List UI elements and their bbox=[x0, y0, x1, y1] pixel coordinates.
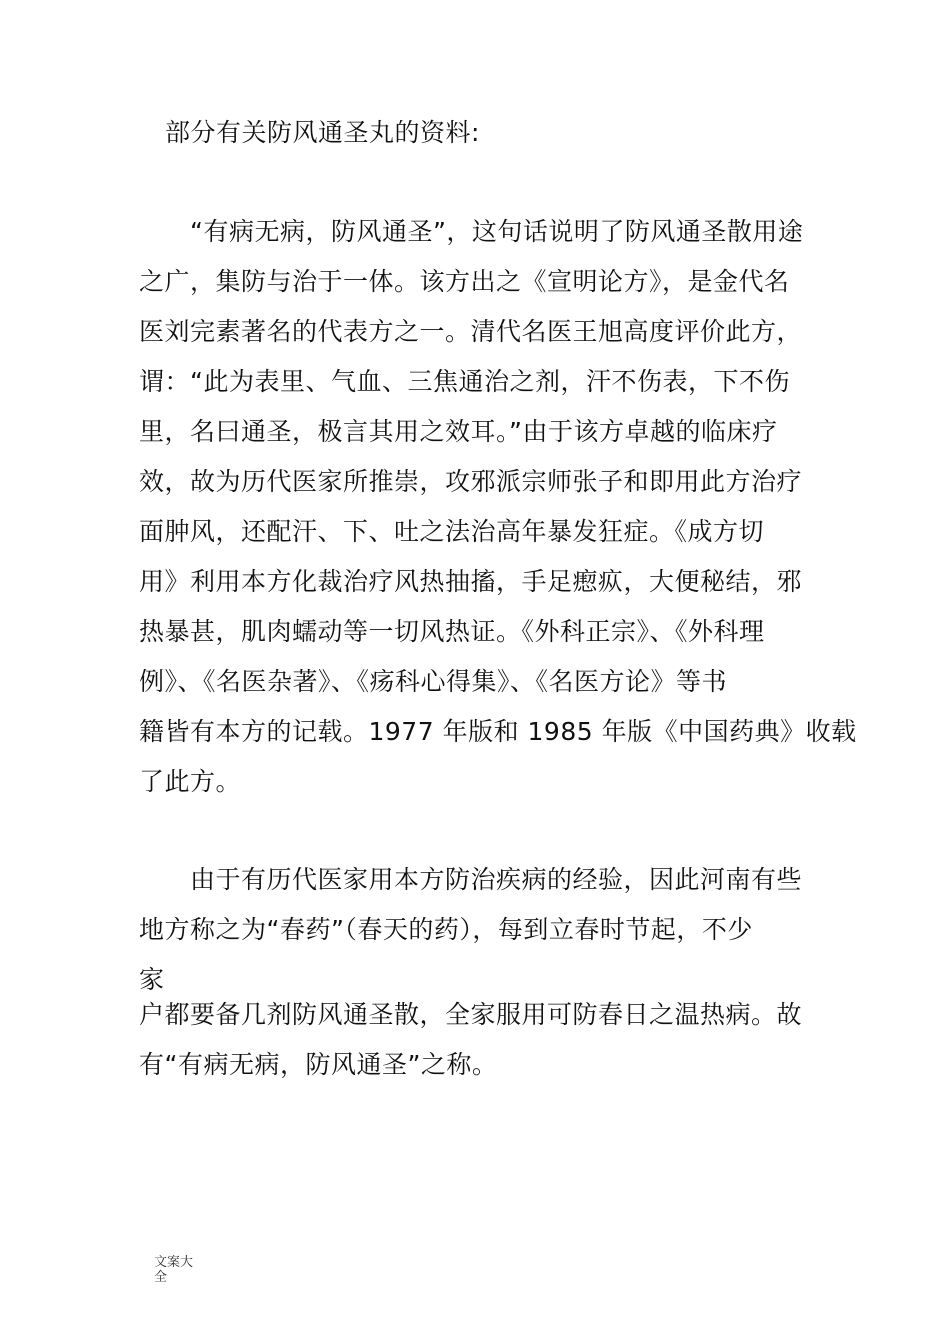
paragraph-1-line-3: 医刘完素著名的代表方之一。清代名医王旭高度评价此方， bbox=[139, 317, 803, 346]
paragraph-2-line-3: 家 bbox=[139, 965, 165, 994]
paragraph-2-line-1: 由于有历代医家用本方防治疾病的经验，因此河南有些 bbox=[190, 865, 803, 894]
paragraph-1-line-8: 用》利用本方化裁治疗风热抽搐，手足瘛疭，大便秘结，邪 bbox=[139, 567, 803, 596]
paragraph-2-line-4: 户都要备几剂防风通圣散，全家服用可防春日之温热病。故 bbox=[139, 1000, 803, 1029]
paragraph-1-line-7: 面肿风，还配汗、下、吐之法治高年暴发狂症。《成方切 bbox=[139, 517, 765, 546]
paragraph-1-line-12: 了此方。 bbox=[139, 767, 242, 796]
paragraph-1-line-2: 之广，集防与治于一体。该方出之《宣明论方》，是金代名 bbox=[139, 267, 790, 296]
paragraph-1-line-1: “有病无病，防风通圣”，这句话说明了防风通圣散用途 bbox=[190, 217, 804, 246]
paragraph-2-line-5: 有“有病无病，防风通圣”之称。 bbox=[139, 1050, 498, 1079]
paragraph-2-line-2: 地方称之为“春药”（春天的药），每到立春时节起，不少 bbox=[139, 915, 753, 944]
paragraph-1-line-10: 例》、《名医杂著》、《疡科心得集》、《名医方论》等书 bbox=[139, 667, 728, 696]
paragraph-1-line-6: 效，故为历代医家所推崇，攻邪派宗师张子和即用此方治疗 bbox=[139, 467, 803, 496]
paragraph-1-line-9: 热暴甚，肌肉蠕动等一切风热证。《外科正宗》、《外科理 bbox=[139, 617, 765, 646]
paragraph-1-line-4: 谓：“此为表里、气血、三焦通治之剂，汗不伤表，下不伤 bbox=[139, 367, 790, 396]
footer-label: 文案大全 bbox=[154, 1255, 194, 1285]
document-heading: 部分有关防风通圣丸的资料: bbox=[165, 118, 480, 147]
paragraph-1-line-5: 里，名曰通圣，极言其用之效耳。”由于该方卓越的临床疗 bbox=[139, 417, 778, 446]
paragraph-1-line-11: 籍皆有本方的记载。1977 年版和 1985 年版《中国药典》收载 bbox=[139, 717, 857, 746]
